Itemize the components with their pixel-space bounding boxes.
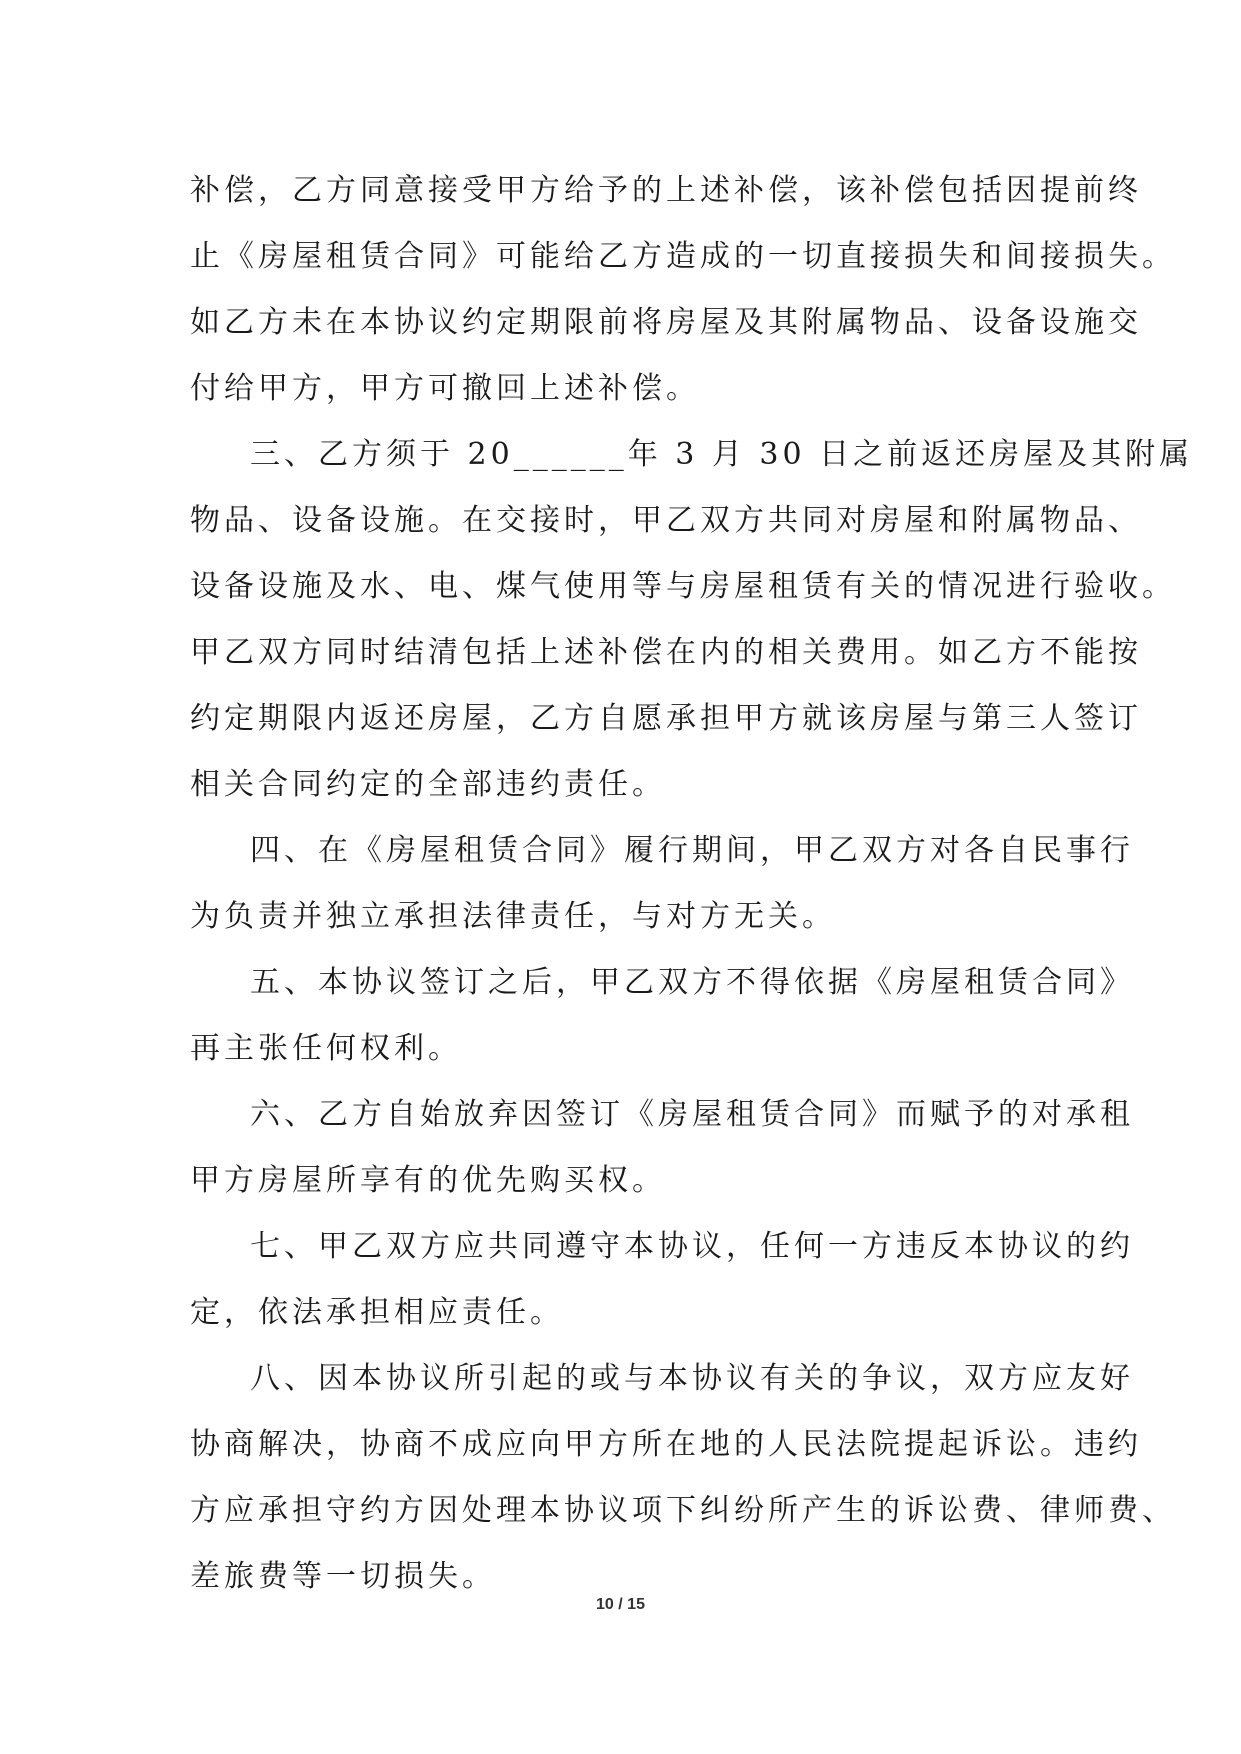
text-line: 再主张任何权利。 [190, 1031, 462, 1066]
clause-7-line: 七、甲乙双方应共同遵守本协议，任何一方违反本协议的约 [250, 1229, 1134, 1264]
text-line: 物品、设备设施。在交接时，甲乙双方共同对房屋和附属物品、 [190, 503, 1142, 538]
text-line: 付给甲方，甲方可撤回上述补偿。 [190, 371, 700, 406]
clause-8-line: 八、因本协议所引起的或与本协议有关的争议，双方应友好 [250, 1361, 1134, 1396]
clause-4-line: 四、在《房屋租赁合同》履行期间，甲乙双方对各自民事行 [250, 833, 1134, 868]
text-line: 相关合同约定的全部违约责任。 [190, 767, 666, 802]
clause-6-line: 六、乙方自始放弃因签订《房屋租赁合同》而赋予的对承租 [250, 1097, 1134, 1132]
text-line: 甲乙双方同时结清包括上述补偿在内的相关费用。如乙方不能按 [190, 635, 1142, 670]
text-line: 设备设施及水、电、煤气使用等与房屋租赁有关的情况进行验收。 [190, 569, 1176, 604]
text-line: 协商解决，协商不成应向甲方所在地的人民法院提起诉讼。违约 [190, 1427, 1142, 1462]
text-line: 止《房屋租赁合同》可能给乙方造成的一切直接损失和间接损失。 [190, 239, 1176, 274]
text-line: 方应承担守约方因处理本协议项下纠纷所产生的诉讼费、律师费、 [190, 1493, 1176, 1528]
clause-5-line: 五、本协议签订之后，甲乙双方不得依据《房屋租赁合同》 [250, 965, 1134, 1000]
text-line: 为负责并独立承担法律责任，与对方无关。 [190, 899, 836, 934]
text-line: 甲方房屋所享有的优先购买权。 [190, 1163, 666, 1198]
text-line: 差旅费等一切损失。 [190, 1559, 496, 1594]
text-line: 补偿，乙方同意接受甲方给予的上述补偿，该补偿包括因提前终 [190, 173, 1142, 208]
page-number: 10 / 15 [596, 1596, 645, 1613]
text-line: 如乙方未在本协议约定期限前将房屋及其附属物品、设备设施交 [190, 305, 1142, 340]
clause-3-line: 三、乙方须于 20______年 3 月 30 日之前返还房屋及其附属 [250, 437, 1194, 472]
text-line: 约定期限内返还房屋，乙方自愿承担甲方就该房屋与第三人签订 [190, 701, 1142, 736]
document-body [190, 158, 1194, 1610]
text-line: 定，依法承担相应责任。 [190, 1295, 564, 1330]
